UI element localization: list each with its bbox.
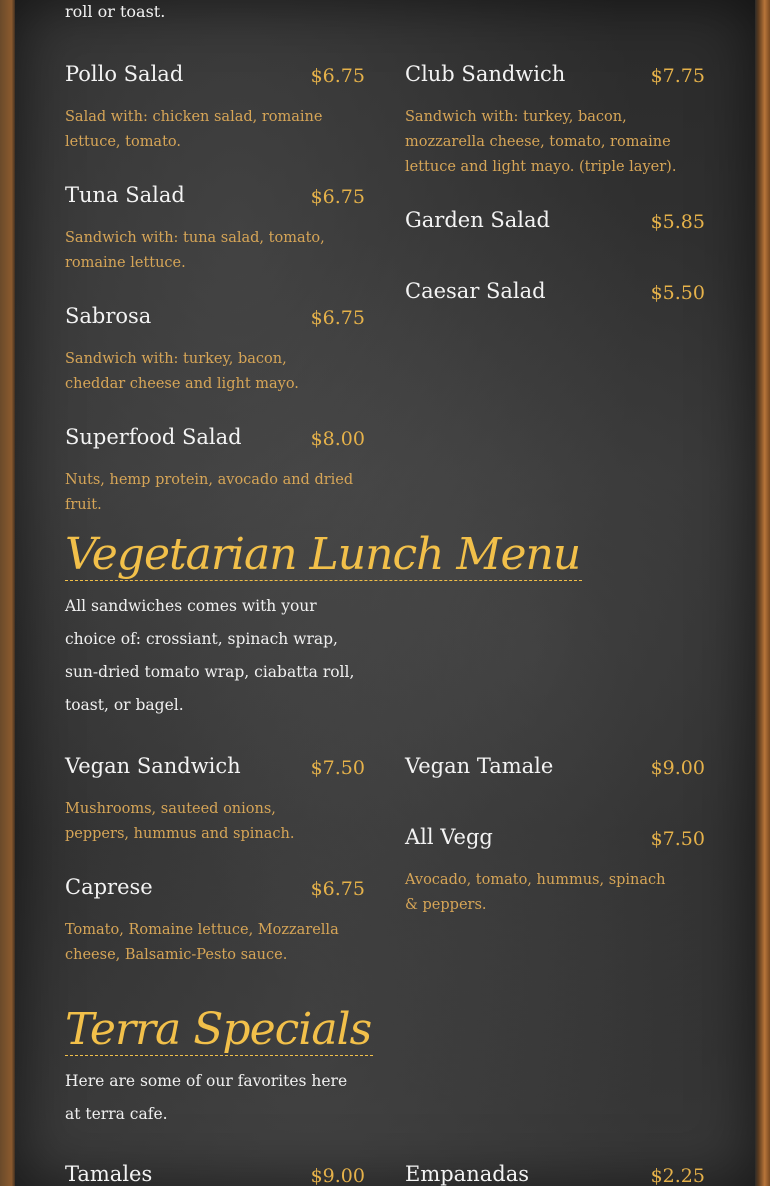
item-name: Club Sandwich — [405, 62, 566, 86]
item-description: Nuts, hemp protein, avocado and dried fruit. — [65, 472, 354, 513]
item-name: Tuna Salad — [65, 183, 185, 207]
item-price: $7.50 — [310, 757, 365, 779]
chalkboard-menu — [15, 0, 755, 1186]
item-price: $8.00 — [310, 428, 365, 450]
item-name: Caprese — [65, 875, 153, 899]
section-intro-tail: roll or toast. — [65, 2, 166, 21]
item-price: $7.75 — [650, 65, 705, 87]
item-name: Tamales — [65, 1162, 153, 1186]
item-price: $5.50 — [650, 282, 705, 304]
item-description: Mushrooms, sauteed onions, peppers, hummus and spinach. — [65, 801, 295, 842]
item-price: $7.50 — [650, 828, 705, 850]
item-description: Avocado, tomato, hummus, spinach & peppers. — [405, 872, 666, 913]
section-title-terra-specials: Terra Specials — [65, 1004, 372, 1055]
item-name: Empanadas — [405, 1162, 529, 1186]
item-name: Superfood Salad — [65, 425, 242, 449]
item-name: Garden Salad — [405, 208, 550, 232]
section-intro-vegetarian: All sandwiches comes with your choice of: crossiant, spinach wrap, sun-dried tomato wrap, ciabatta roll, toast, or bagel. — [65, 597, 355, 714]
item-price: $2.25 — [650, 1165, 705, 1186]
item-name: Sabrosa — [65, 304, 152, 328]
item-name: Caesar Salad — [405, 279, 546, 303]
item-description: Sandwich with: tuna salad, tomato, romaine lettuce. — [65, 230, 325, 271]
item-name: All Vegg — [405, 825, 493, 849]
item-price: $9.00 — [650, 757, 705, 779]
item-name: Vegan Sandwich — [65, 754, 241, 778]
item-description: Sandwich with: turkey, bacon, mozzarella cheese, tomato, romaine lettuce and light mayo. (triple layer). — [405, 109, 677, 175]
item-price: $5.85 — [650, 211, 705, 233]
item-price: $6.75 — [310, 878, 365, 900]
item-price: $9.00 — [310, 1165, 365, 1186]
item-name: Pollo Salad — [65, 62, 184, 86]
item-description: Sandwich with: turkey, bacon, cheddar cheese and light mayo. — [65, 351, 299, 392]
item-description: Salad with: chicken salad, romaine lettuce, tomato. — [65, 109, 323, 150]
item-name: Vegan Tamale — [405, 754, 554, 778]
item-price: $6.75 — [310, 65, 365, 87]
item-price: $6.75 — [310, 186, 365, 208]
section-title-vegetarian: Vegetarian Lunch Menu — [65, 529, 581, 580]
section-intro-terra: Here are some of our favorites here at terra cafe. — [65, 1072, 348, 1123]
item-price: $6.75 — [310, 307, 365, 329]
item-description: Tomato, Romaine lettuce, Mozzarella cheese, Balsamic-Pesto sauce. — [65, 922, 339, 963]
